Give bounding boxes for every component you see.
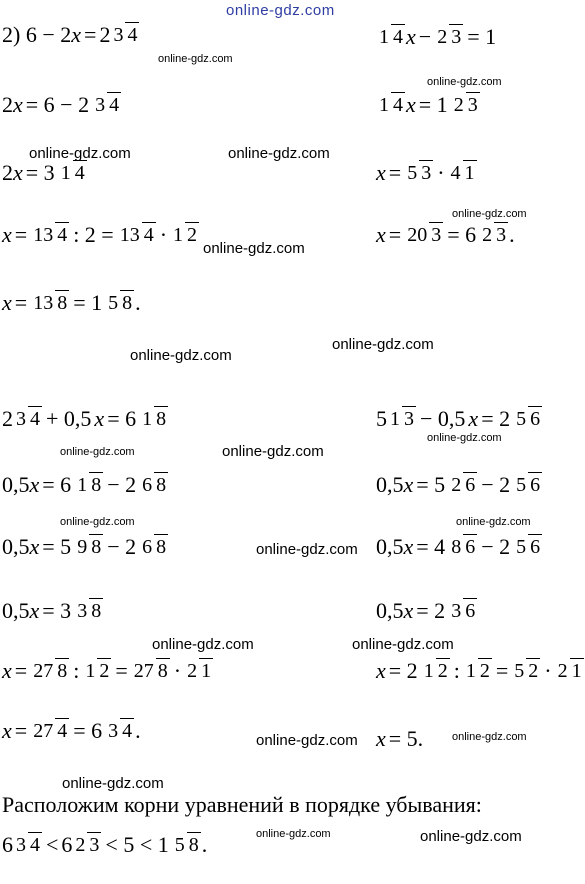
watermark: online-gdz.com xyxy=(256,732,358,749)
equation-d6: x = 5. xyxy=(376,726,424,751)
fraction: 3 4 xyxy=(108,720,133,742)
fraction: 13 8 xyxy=(33,292,68,314)
fraction: 27 4 xyxy=(33,720,68,742)
fraction: 20 3 xyxy=(407,224,442,246)
fraction: 2 1 xyxy=(187,660,212,682)
watermark: online-gdz.com xyxy=(420,828,522,845)
fraction: 1 8 xyxy=(142,408,167,430)
watermark: online-gdz.com xyxy=(256,828,331,840)
fraction: 6 8 xyxy=(142,474,167,496)
watermark: online-gdz.com xyxy=(62,775,164,792)
watermark: online-gdz.com xyxy=(456,516,531,528)
fraction: 8 6 xyxy=(451,536,476,558)
equation-b4: x = 20 3 = 6 2 3 . xyxy=(376,222,515,247)
fraction: 3 6 xyxy=(451,600,476,622)
fraction: 2 1 xyxy=(557,660,582,682)
equation-c2: 0,5 x = 6 1 8 − 2 6 8 xyxy=(2,472,167,497)
fraction: 1 4 xyxy=(379,26,403,48)
watermark: online-gdz.com xyxy=(158,53,233,65)
fraction: 13 4 xyxy=(33,224,68,246)
fraction: 1 2 xyxy=(423,660,448,682)
fraction: 6 8 xyxy=(142,536,167,558)
fraction: 5 3 xyxy=(407,162,432,184)
final-inequality: 6 3 4 < 6 2 3 < 5 < 1 5 8 . xyxy=(2,832,208,857)
conclusion-sentence: Расположим корни уравнений в порядке убывания: xyxy=(2,792,482,817)
fraction: 1 4 xyxy=(379,94,403,116)
fraction: 2 3 xyxy=(453,94,478,116)
watermark-top: online-gdz.com xyxy=(226,2,335,19)
fraction: 13 4 xyxy=(119,224,154,246)
fraction: 5 6 xyxy=(516,474,541,496)
fraction: 5 8 xyxy=(174,834,199,856)
fraction: 3 4 xyxy=(16,834,40,856)
fraction: 5 6 xyxy=(516,408,541,430)
watermark: online-gdz.com xyxy=(452,208,527,220)
equation-a1: 2) 6 − 2 x = 2 3 4 xyxy=(2,22,138,47)
fraction: 2 3 xyxy=(482,224,507,246)
fraction: 1 3 xyxy=(390,408,414,430)
watermark: online-gdz.com xyxy=(256,541,358,558)
fraction: 27 8 xyxy=(133,660,168,682)
watermark: online-gdz.com xyxy=(203,240,305,257)
equation-c6: x = 27 4 = 6 3 4 . xyxy=(2,718,141,743)
equation-d5: x = 2 1 2 : 1 2 = 5 2 · 2 1 xyxy=(376,658,582,683)
fraction: 3 8 xyxy=(77,600,102,622)
fraction: 27 8 xyxy=(33,660,68,682)
equation-b3: x = 5 3 · 4 1 xyxy=(376,160,475,185)
watermark: online-gdz.com xyxy=(427,432,502,444)
fraction: 3 4 xyxy=(16,408,40,430)
fraction: 9 8 xyxy=(77,536,102,558)
equation-d1: 5 1 3 − 0,5 x = 2 5 6 xyxy=(376,406,541,431)
fraction: 3 4 xyxy=(95,94,120,116)
watermark: online-gdz.com xyxy=(228,145,330,162)
watermark: online-gdz.com xyxy=(352,636,454,653)
equation-c1: 2 3 4 + 0,5 x = 6 1 8 xyxy=(2,406,167,431)
fraction: 5 6 xyxy=(516,536,541,558)
watermark: online-gdz.com xyxy=(222,443,324,460)
watermark: online-gdz.com xyxy=(152,636,254,653)
section-label: 2) xyxy=(2,22,21,47)
equation-a4: x = 13 4 : 2 = 13 4 · 1 2 xyxy=(2,222,198,247)
equation-a3: 2 x = 3 1 4 xyxy=(2,160,85,185)
fraction: 2 6 xyxy=(451,474,476,496)
equation-a2: 2 x = 6 − 2 3 4 xyxy=(2,92,120,117)
fraction: 1 2 xyxy=(85,660,110,682)
watermark: online-gdz.com xyxy=(60,446,135,458)
fraction: 1 8 xyxy=(77,474,102,496)
equation-c3: 0,5 x = 5 9 8 − 2 6 8 xyxy=(2,534,167,559)
equation-c4: 0,5 x = 3 3 8 xyxy=(2,598,102,623)
equation-d4: 0,5 x = 2 3 6 xyxy=(376,598,476,623)
watermark: online-gdz.com xyxy=(427,76,502,88)
fraction: 4 1 xyxy=(450,162,475,184)
equation-c5: x = 27 8 : 1 2 = 27 8 · 2 1 xyxy=(2,658,212,683)
equation-d2: 0,5 x = 5 2 6 − 2 5 6 xyxy=(376,472,541,497)
fraction: 3 4 xyxy=(113,24,138,46)
watermark: online-gdz.com xyxy=(29,145,131,162)
equation-b2: 1 4 x = 1 2 3 xyxy=(379,92,478,117)
watermark: online-gdz.com xyxy=(130,347,232,364)
fraction: 2 3 xyxy=(437,26,462,48)
equation-d3: 0,5 x = 4 8 6 − 2 5 6 xyxy=(376,534,541,559)
fraction: 1 4 xyxy=(60,162,85,184)
equation-b1: 1 4 x − 2 3 = 1 xyxy=(379,24,497,49)
fraction: 2 3 xyxy=(75,834,100,856)
fraction: 1 2 xyxy=(173,224,198,246)
watermark: online-gdz.com xyxy=(452,731,527,743)
fraction: 5 2 xyxy=(514,660,539,682)
fraction: 5 8 xyxy=(108,292,133,314)
equation-a5: x = 13 8 = 1 5 8 . xyxy=(2,290,141,315)
fraction: 1 2 xyxy=(465,660,490,682)
watermark: online-gdz.com xyxy=(60,516,135,528)
watermark: online-gdz.com xyxy=(332,336,434,353)
